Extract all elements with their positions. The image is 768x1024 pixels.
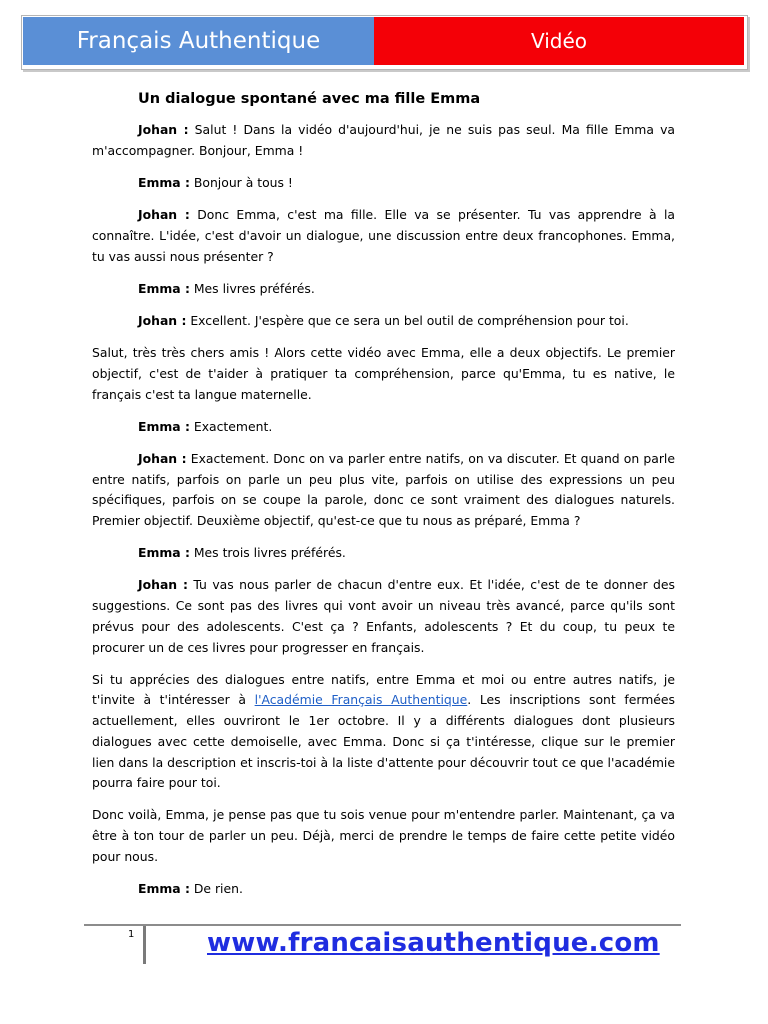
footer-divider bbox=[84, 924, 681, 926]
paragraph-text: Exactement. Donc on va parler entre natifs, on va discuter. Et quand on parle entre natifs, parfois on parle un peu plus vite, parfois on utilise des expressions un peu spécifiques, parfois on se coupe la parole, donc ce sont vraiment des dialogues naturels. Premier objectif. Deuxième objectif, qu'est-ce que tu nous as préparé, Emma ? bbox=[92, 450, 676, 529]
footer-vertical-divider bbox=[143, 926, 146, 964]
paragraph bbox=[92, 311, 675, 332]
speaker-label: Johan : bbox=[138, 577, 188, 593]
speaker-label: Johan : bbox=[138, 450, 187, 466]
speaker-label: Johan : bbox=[138, 312, 187, 328]
website-link[interactable]: www.francaisauthentique.com bbox=[207, 928, 660, 958]
academie-link[interactable]: l'Académie Français Authentique bbox=[254, 692, 468, 708]
speaker-label: Johan : bbox=[138, 207, 190, 223]
paragraph-text: Bonjour à tous ! bbox=[189, 174, 293, 190]
paragraph-text: . Les inscriptions sont fermées actuellement, elles ouvriront le 1er octobre. Il y a différents dialogues dont plusieurs dialogues avec cette demoiselle, avec Emma. Donc si ça t'intéresse, clique sur le premier lien dans la description et inscris-toi à la liste d'attente pour découvrir tout ce que l'académie pourra faire pour toi. bbox=[92, 692, 675, 791]
paragraph-text: Donc voilà, Emma, je pense pas que tu sois venue pour m'entendre parler. Maintenant, ça va être à ton tour de parler un peu. Déjà, merci de prendre le temps de faire cette petite vidéo pour nous. bbox=[92, 807, 675, 864]
paragraph-text: Si tu apprécies des dialogues entre natifs, entre Emma et moi ou entre autres natifs, je t'invite à t'intéresser à bbox=[92, 671, 675, 708]
document-body bbox=[92, 88, 675, 911]
paragraph bbox=[92, 417, 675, 438]
paragraph bbox=[92, 543, 675, 564]
paragraph bbox=[92, 343, 675, 405]
paragraph bbox=[92, 279, 675, 300]
brand-title: Français Authentique bbox=[23, 17, 374, 65]
paragraph bbox=[92, 879, 675, 900]
paragraph-text: Donc Emma, c'est ma fille. Elle va se présenter. Tu vas apprendre à la connaître. L'idée, c'est d'avoir un dialogue, une discussion entre deux francophones. Emma, tu vas aussi nous présenter ? bbox=[92, 207, 675, 264]
paragraph-text: Salut ! Dans la vidéo d'aujourd'hui, je ne suis pas seul. Ma fille Emma va m'accompagner. Bonjour, Emma ! bbox=[92, 122, 675, 158]
paragraph bbox=[92, 120, 675, 161]
paragraph bbox=[92, 805, 675, 867]
section-label: Vidéo bbox=[374, 17, 744, 65]
header-banner bbox=[21, 15, 748, 70]
speaker-label: Emma : bbox=[138, 174, 190, 190]
paragraph bbox=[92, 173, 675, 194]
paragraph-text: Excellent. J'espère que ce sera un bel outil de compréhension pour toi. bbox=[186, 312, 629, 328]
paragraph-text: Mes livres préférés. bbox=[189, 280, 315, 296]
page-number: 1 bbox=[128, 929, 135, 940]
paragraph bbox=[92, 670, 675, 794]
speaker-label: Emma : bbox=[138, 545, 190, 561]
paragraph-text: Tu vas nous parler de chacun d'entre eux. Et l'idée, c'est de te donner des suggestions. Ce sont pas des livres qui vont avoir un niveau très avancé, parce qu'ils sont prévus pour des adolescents. C'est ça ? Enfants, adolescents ? Et du coup, tu peux te procurer un de ces livres pour progresser en français. bbox=[92, 577, 675, 655]
speaker-label: Emma : bbox=[138, 280, 190, 296]
document-title: Un dialogue spontané avec ma fille Emma bbox=[138, 91, 481, 107]
paragraph-text: Mes trois livres préférés. bbox=[189, 545, 346, 561]
paragraph-text: Salut, très très chers amis ! Alors cette vidéo avec Emma, elle a deux objectifs. Le premier objectif, c'est de t'aider à pratiquer ta compréhension, parce qu'Emma, tu es native, le français c'est ta langue maternelle. bbox=[92, 345, 675, 402]
paragraph-text: De rien. bbox=[189, 881, 243, 897]
speaker-label: Emma : bbox=[138, 881, 190, 897]
speaker-label: Johan : bbox=[138, 122, 189, 137]
paragraph-text: Exactement. bbox=[189, 418, 273, 434]
paragraph bbox=[92, 449, 675, 532]
paragraph bbox=[92, 205, 675, 267]
paragraph bbox=[92, 575, 675, 658]
speaker-label: Emma : bbox=[138, 418, 190, 434]
